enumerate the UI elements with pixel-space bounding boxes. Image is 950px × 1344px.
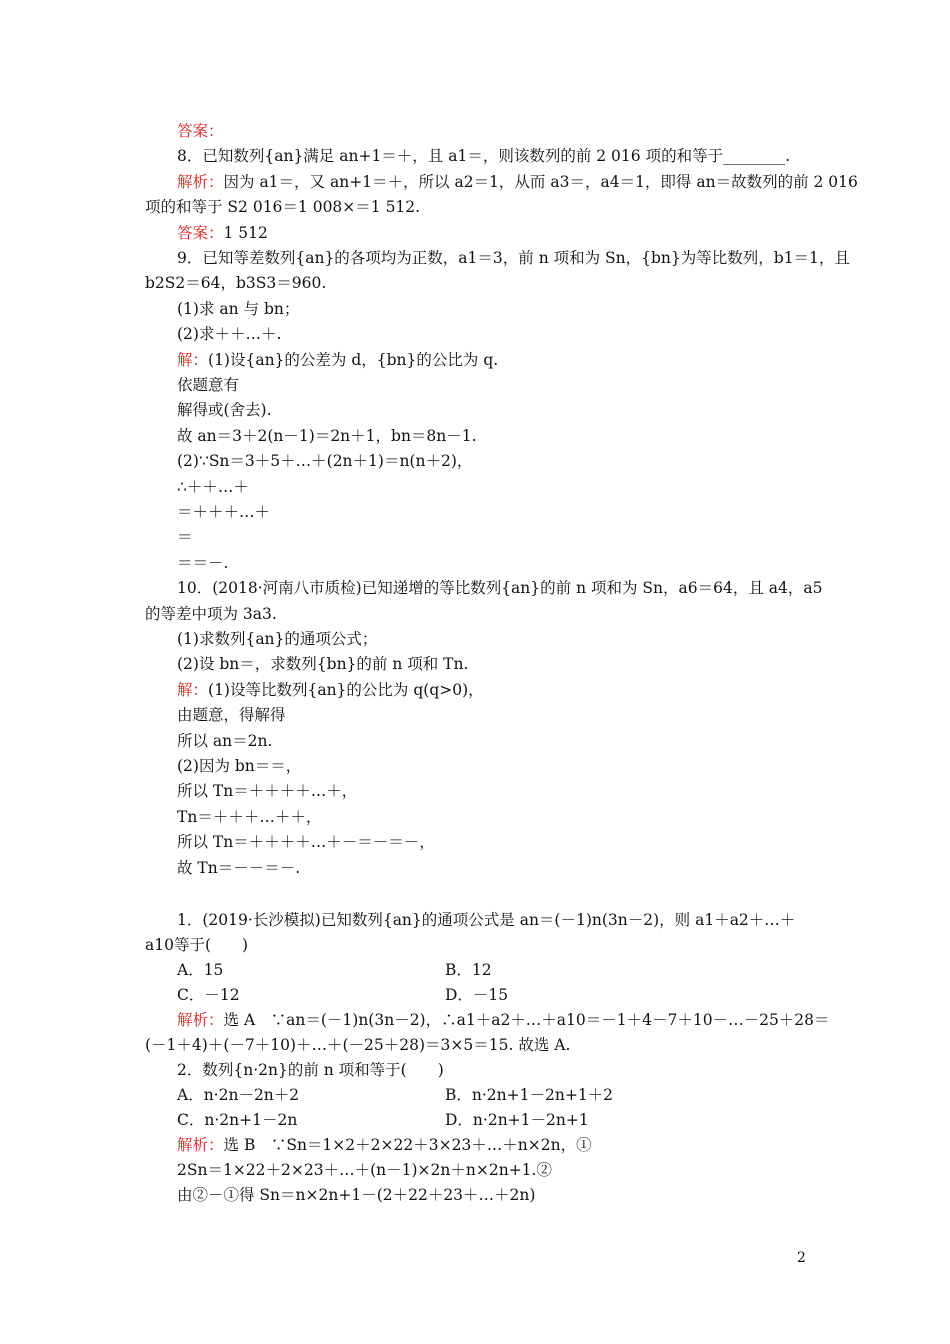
question-10: 的等差中项为 3a3. <box>145 605 277 623</box>
solution-line: ＝ <box>177 528 193 546</box>
analysis-line: 2Sn＝1×22＋2×23＋…＋(n－1)×2n＋n×2n+1.② <box>177 1161 552 1179</box>
option-b: B．12 <box>445 961 492 979</box>
solution-line: Tn＝＋＋＋…＋＋， <box>177 808 322 826</box>
solution-line: ∴＋＋…＋ <box>177 478 249 496</box>
option-b: B．n·2n+1－2n+1＋2 <box>445 1086 614 1104</box>
question-10: 10．(2018·河南八市质检)已知递增的等比数列{an}的前 n 项和为 Sn，a6＝64，且 a4，a5 <box>177 579 823 597</box>
solution-line: 解：(1)设{an}的公差为 d，{bn}的公比为 q. <box>177 351 499 369</box>
solution-line: 解得或(舍去). <box>177 401 272 419</box>
option-d: D．－15 <box>445 986 509 1004</box>
exercise-1: a10等于( ) <box>145 936 249 954</box>
question-9-part: (2)求＋＋…＋. <box>177 325 282 343</box>
option-d: D．n·2n+1－2n+1 <box>445 1111 589 1129</box>
solution-line: ＝＋＋＋…＋ <box>177 503 271 521</box>
question-9: 9．已知等差数列{an}的各项均为正数，a1＝3，前 n 项和为 Sn，{bn}为等比数列，b1＝1，且 <box>177 249 850 267</box>
answer-line: 答案：1 512 <box>177 224 268 242</box>
solution-line: 故 Tn＝－－＝－. <box>177 859 301 877</box>
solution-line: (2)因为 bn＝＝， <box>177 757 302 775</box>
analysis-line: 解析：选 B ∵Sn＝1×2＋2×22＋3×23＋…＋n×2n，① <box>177 1136 592 1154</box>
analysis-line: (－1＋4)＋(－7＋10)＋…＋(－25＋28)＝3×5＝15. 故选 A. <box>145 1036 571 1054</box>
solution-line: (2)∵Sn＝3＋5＋…＋(2n＋1)＝n(n＋2)， <box>177 452 473 470</box>
analysis-line: 由②－①得 Sn＝n×2n+1－(2＋22＋23＋…＋2n) <box>177 1186 536 1204</box>
solution-line: ＝＝－. <box>177 554 229 572</box>
solution-line: 所以 Tn＝＋＋＋＋…＋， <box>177 782 358 800</box>
option-a: A．n·2n－2n＋2 <box>177 1086 300 1104</box>
analysis-line: 解析：因为 a1＝，又 an+1＝＋，所以 a2＝1，从而 a3＝，a4＝1，即得 an＝故数列的前 2 016 <box>177 173 858 191</box>
question-10-part: (1)求数列{an}的通项公式； <box>177 630 378 648</box>
exercise-1: 1．(2019·长沙模拟)已知数列{an}的通项公式是 an＝(－1)n(3n－2)，则 a1＋a2＋…＋ <box>177 911 796 929</box>
option-a: A．15 <box>177 961 224 979</box>
solution-line: 解：(1)设等比数列{an}的公比为 q(q>0)， <box>177 681 484 699</box>
exercise-2: 2．数列{n·2n}的前 n 项和等于( ) <box>177 1061 444 1079</box>
page-number: 2 <box>797 1250 806 1266</box>
option-c: C．－12 <box>177 986 240 1004</box>
question-8: 8．已知数列{an}满足 an+1＝＋，且 a1＝，则该数列的前 2 016 项的和等于________. <box>177 147 790 165</box>
solution-line: 依题意有 <box>177 376 240 394</box>
analysis-line: 解析：选 A ∵an＝(－1)n(3n－2)，∴a1＋a2＋…＋a10＝－1＋4－7＋10－…－25＋28＝ <box>177 1011 830 1029</box>
analysis-line: 项的和等于 S2 016＝1 008×＝1 512. <box>145 198 421 216</box>
solution-line: 由题意，得解得 <box>177 706 286 724</box>
question-10-part: (2)设 bn＝，求数列{bn}的前 n 项和 Tn. <box>177 655 469 673</box>
solution-line: 所以 an＝2n. <box>177 732 273 750</box>
question-9-part: (1)求 an 与 bn； <box>177 300 300 318</box>
solution-line: 所以 Tn＝＋＋＋＋…＋－＝－＝－， <box>177 833 435 851</box>
answer-line: 答案： <box>177 122 224 140</box>
option-c: C．n·2n+1－2n <box>177 1111 298 1129</box>
solution-line: 故 an＝3＋2(n－1)＝2n＋1，bn＝8n－1. <box>177 427 477 445</box>
question-9: b2S2＝64，b3S3＝960. <box>145 274 327 292</box>
